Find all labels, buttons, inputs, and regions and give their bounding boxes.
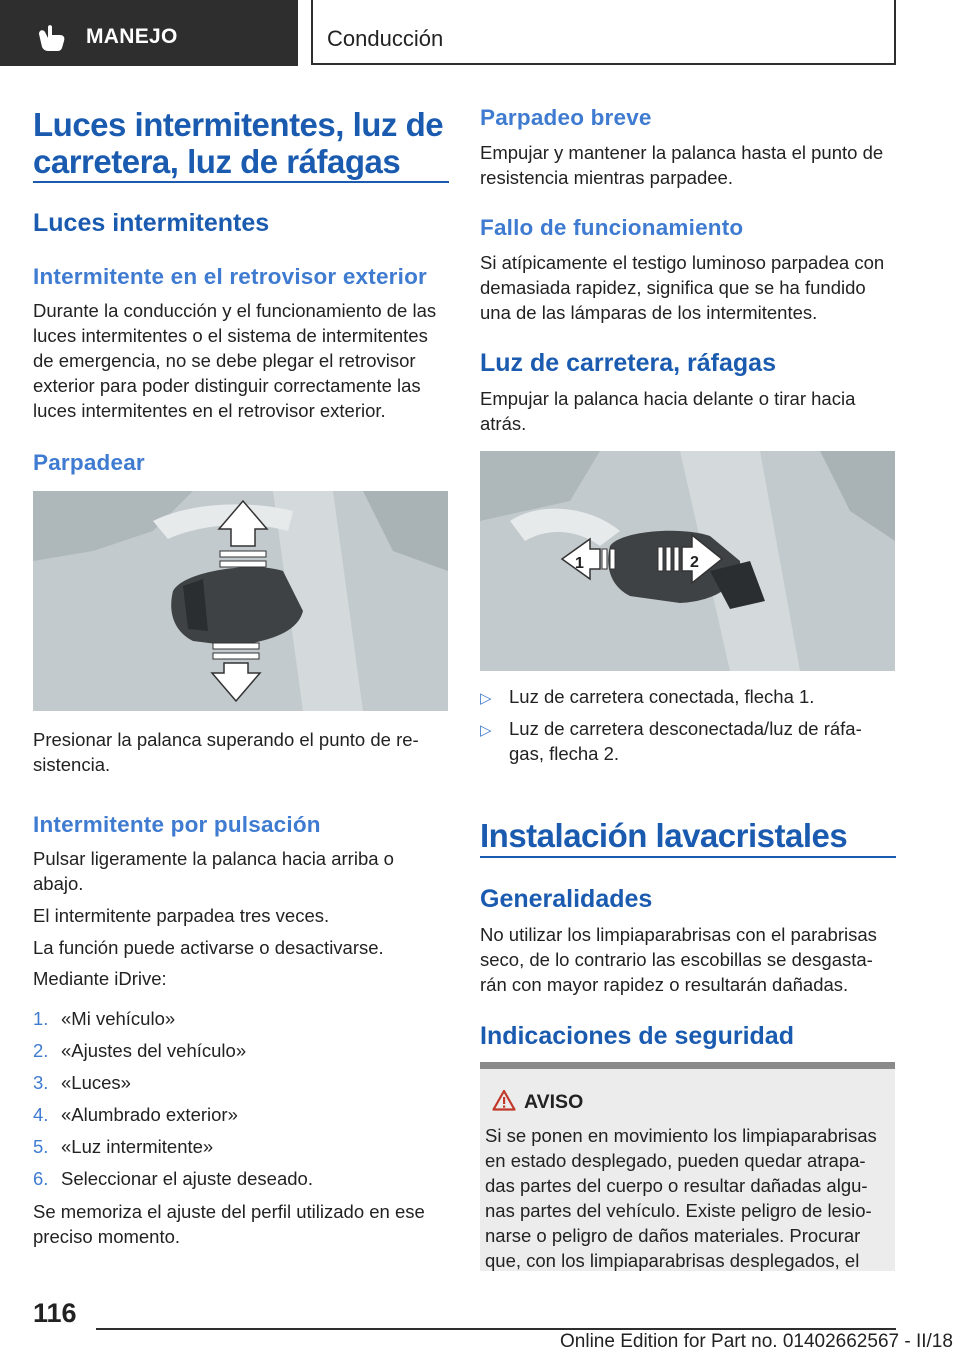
heading-blinkers: Luces intermitentes (33, 209, 270, 237)
text-line: Presionar la palanca superando el punto de re- (33, 729, 419, 750)
text-line: das partes del cuerpo o resultar dañadas algu- (485, 1175, 868, 1196)
step-number: 2. (33, 1040, 49, 1061)
lever-illustration (480, 451, 895, 671)
step-number: 4. (33, 1104, 49, 1125)
arrow-1-label: 1 (575, 555, 584, 572)
bullet-text: Luz de carretera conectada, flecha 1. (509, 686, 815, 707)
page-title-line: carretera, luz de ráfagas (33, 143, 401, 180)
page-title (33, 106, 449, 180)
step-number: 5. (33, 1136, 49, 1157)
edition-note: Online Edition for Part no. 01402662567 - II/18 (560, 1331, 953, 1352)
lever-illustration (33, 491, 448, 711)
page-header (0, 0, 960, 66)
step-text: «Ajustes del vehículo» (61, 1040, 247, 1061)
step-number: 3. (33, 1072, 49, 1093)
heading-high-beam: Luz de carretera, ráfagas (480, 349, 776, 377)
text-line: preciso momento. (33, 1226, 181, 1247)
step-text: «Luz intermitente» (61, 1136, 214, 1157)
step-text: «Alumbrado exterior» (61, 1104, 238, 1125)
title-rule (480, 856, 896, 858)
step-number: 1. (33, 1008, 49, 1029)
heading-fault: Fallo de funcionamiento (480, 215, 744, 240)
idrive-text: Mediante iDrive: (33, 968, 167, 989)
page-title-line: Luces intermitentes, luz de (33, 106, 444, 143)
text-line: nas partes del vehículo. Existe peligro de lesio- (485, 1200, 872, 1221)
triangle-bullet-icon: ▷ (480, 722, 492, 739)
text-line: rán con mayor rapidez o resultarán dañadas. (480, 974, 849, 995)
text-line: No utilizar los limpiaparabrisas con el parabrisas (480, 924, 877, 945)
text-line: Durante la conducción y el funcionamiento de las (33, 300, 437, 321)
text-line: Pulsar ligeramente la palanca hacia arriba o (33, 848, 394, 869)
text-line: en estado desplegado, pueden quedar atrapa- (485, 1150, 866, 1171)
step-text: «Mi vehículo» (61, 1008, 176, 1029)
text-line: de emergencia, no se debe plegar el retrovisor (33, 350, 416, 371)
general-paragraph (480, 922, 900, 997)
step-number: 6. (33, 1168, 49, 1189)
steering-hand-icon (36, 24, 66, 52)
text-line: sistencia. (33, 754, 111, 775)
heading-mirror-blinker: Intermitente en el retrovisor exterior (33, 264, 427, 289)
heading-brief-blink: Parpadeo breve (480, 105, 652, 130)
arrow-2-label: 2 (690, 554, 699, 571)
step-text: «Luces» (61, 1072, 131, 1093)
text-line: luces intermitentes en el retrovisor exterior. (33, 400, 386, 421)
warning-top-bar (480, 1062, 895, 1069)
text-line: que, con los limpiaparabrisas desplegados, el (485, 1250, 860, 1271)
text-line: abajo. (33, 873, 84, 894)
fault-paragraph (480, 250, 900, 325)
high-beam-paragraph (480, 386, 900, 436)
text-line: demasiada rapidez, significa que se ha fundido (480, 277, 866, 298)
tap-paragraph (33, 846, 453, 896)
heading-general: Generalidades (480, 885, 653, 913)
text-line: una de las lámparas de los intermitentes. (480, 302, 818, 323)
text-line: Empujar la palanca hacia delante o tirar hacia (480, 388, 856, 409)
chapter-tab (311, 0, 896, 65)
heading-blink: Parpadear (33, 450, 145, 475)
lever-up-down-photo (33, 491, 448, 711)
text-line: Si atípicamente el testigo luminoso parpadea con (480, 252, 885, 273)
warning-text (485, 1123, 895, 1273)
text-line: exterior para poder distinguir correctamente las (33, 375, 421, 396)
brief-paragraph (480, 140, 900, 190)
text-line: Se memoriza el ajuste del perfil utilizado en ese (33, 1201, 425, 1222)
warning-title: AVISO (524, 1091, 584, 1113)
tap-toggle-text: La función puede activarse o desactivarse. (33, 937, 384, 958)
profile-paragraph (33, 1199, 453, 1249)
footer-rule (96, 1328, 896, 1330)
page-number: 116 (33, 1298, 77, 1328)
section-label: MANEJO (86, 25, 178, 48)
blink-caption (33, 727, 453, 777)
heading-safety: Indicaciones de seguridad (480, 1022, 794, 1050)
bullet-text: gas, flecha 2. (509, 743, 620, 764)
step-text: Seleccionar el ajuste deseado. (61, 1168, 313, 1189)
triangle-bullet-icon: ▷ (480, 690, 492, 707)
warning-box (480, 1069, 895, 1271)
text-line: resistencia mientras parpadee. (480, 167, 733, 188)
text-line: atrás. (480, 413, 527, 434)
text-line: luces intermitentes o el sistema de intermitentes (33, 325, 428, 346)
lever-forward-back-photo (480, 451, 895, 671)
bullet-text: Luz de carretera desconectada/luz de ráfa- (509, 718, 862, 739)
tap-blinks-text: El intermitente parpadea tres veces. (33, 905, 330, 926)
chapter-label: Conducción (327, 26, 444, 51)
washer-title: Instalación lavacristales (480, 817, 848, 854)
section-tab (0, 0, 298, 66)
text-line: narse o peligro de daños materiales. Procurar (485, 1225, 861, 1246)
warning-triangle-icon (492, 1089, 516, 1111)
heading-tap-blinker: Intermitente por pulsación (33, 812, 321, 837)
title-rule (33, 181, 449, 183)
text-line: Empujar y mantener la palanca hasta el punto de (480, 142, 884, 163)
mirror-paragraph (33, 298, 453, 423)
text-line: Si se ponen en movimiento los limpiaparabrisas (485, 1125, 877, 1146)
text-line: seco, de lo contrario las escobillas se desgasta- (480, 949, 873, 970)
